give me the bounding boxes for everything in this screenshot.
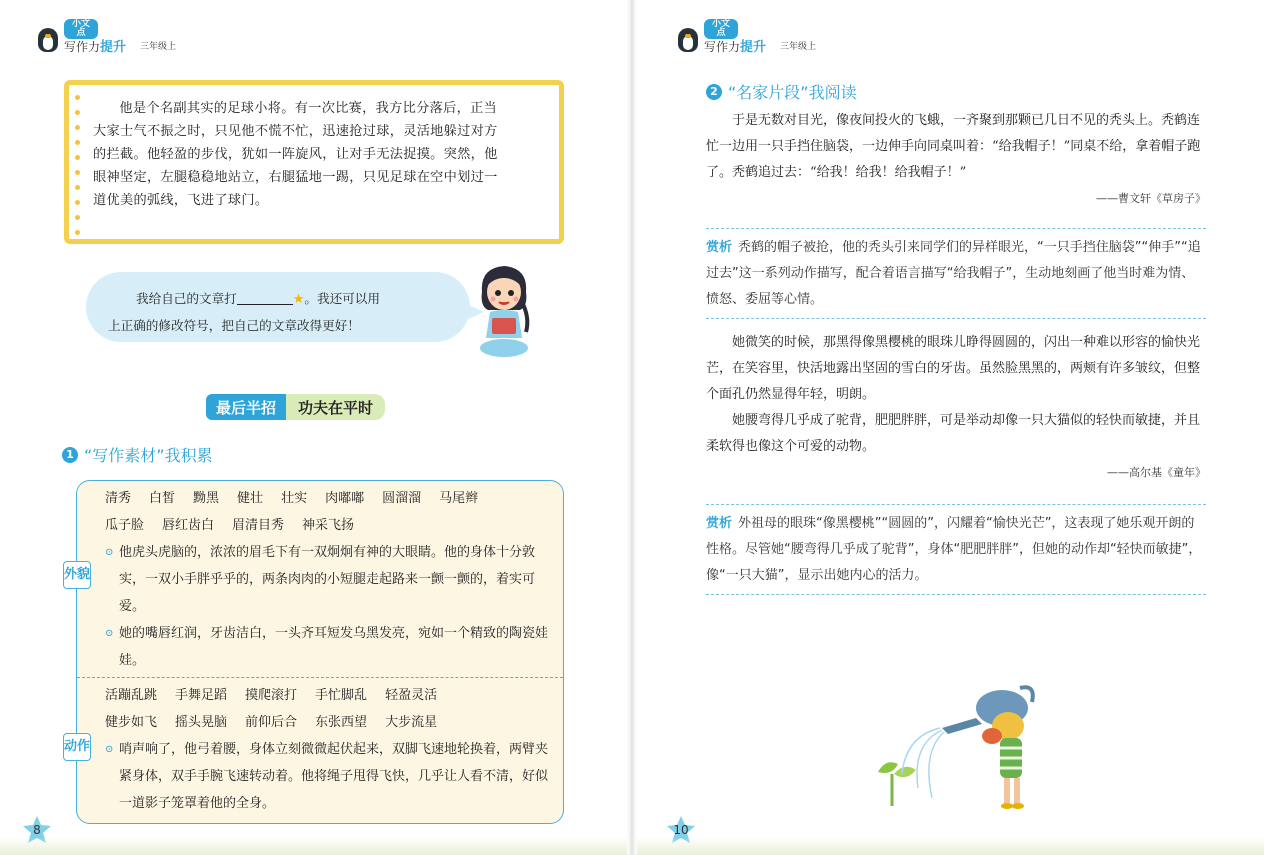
appearance-words-row-2: 瓜子脸 唇红齿白 眉清目秀 神采飞扬	[105, 518, 355, 533]
appearance-example-1: ⊙ 他虎头虎脑的，浓浓的眉毛下有一双炯炯有神的大眼睛。他的身体十分敦实，一双小手胖乎乎的，两条肉肉的小短腿走起路来一颤一颤的，着实可爱。	[105, 539, 549, 620]
page-header	[36, 20, 176, 54]
brand-logo	[704, 19, 766, 54]
passage-2-text-b: 她腰弯得几乎成了驼背，肥肥胖胖，可是举动却像一只大猫似的轻快而敏捷，并且柔软得也像这个可爱的动物。	[706, 413, 1201, 454]
star-icon: ★	[292, 292, 305, 307]
brand-logo	[64, 19, 126, 54]
essay-line: 的拦截。他轻盈的步伐，犹如一阵旋风，让对手无法捉摸。突然，他	[93, 147, 498, 162]
section-divider	[77, 677, 563, 678]
bubble-line-1: 我给自己的文章打 ★。我还可以用	[136, 291, 380, 307]
girl-reading-illustration	[474, 262, 534, 360]
grade-label: 三年级上	[140, 42, 177, 52]
bubble-line-2: 上正确的修改符号，把自己的文章改得更好！	[108, 318, 360, 333]
material-box	[64, 480, 564, 824]
analysis-1	[706, 235, 1206, 313]
book-gutter	[627, 0, 637, 855]
action-words-row-2: 健步如飞 摇头晃脑 前仰后合 东张西望 大步流星	[105, 715, 438, 730]
action-section	[105, 682, 549, 817]
sub-heading-material	[62, 443, 213, 466]
rating-blank	[237, 291, 293, 305]
appearance-section	[105, 485, 549, 674]
section-title-main: 最后半招	[206, 394, 286, 420]
bullet-icon: ⊙	[105, 628, 114, 639]
number-badge: 2	[706, 84, 722, 100]
essay-line: 眼神坚定，左腿稳稳地站立，右腿猛地一踢，只见足球在空中划过一	[93, 170, 498, 185]
dashed-divider	[706, 594, 1206, 595]
watering-child-illustration	[872, 678, 1042, 818]
brand-badge: 小文点	[704, 19, 738, 39]
sub-heading-text: “写作素材”我积累	[84, 446, 213, 465]
bullet-icon: ⊙	[105, 744, 114, 755]
essay-box	[64, 80, 564, 244]
penguin-logo-icon	[36, 24, 60, 54]
brand-badge: 小文点	[64, 19, 98, 39]
analysis-2	[706, 511, 1206, 589]
appearance-words-row-1: 清秀 白皙 黝黑 健壮 壮实 肉嘟嘟 圆溜溜 马尾辫	[105, 491, 479, 506]
analysis-label: 赏析	[706, 240, 733, 255]
appearance-example-2: ⊙ 她的嘴唇红润，牙齿洁白，一头齐耳短发乌黑发亮，宛如一个精致的陶瓷娃娃。	[105, 620, 549, 674]
passage-1-text: 于是无数对目光，像夜间投火的飞蛾，一齐聚到那颗已几日不见的秃头上。秃鹤连忙一边用一只手挡住脑袋，一边伸手向同桌叫着：“给我帽子！”同桌不给，拿着帽子跑了。秃鹤追过去：“给我！给我！给我帽子！”	[706, 113, 1201, 180]
brand-name: 写作力提升	[704, 40, 767, 55]
sub-heading-reading	[706, 80, 857, 103]
tag-action: 动作	[63, 733, 91, 761]
source-2: ——高尔基《童年》	[1107, 466, 1206, 479]
section-title	[206, 394, 385, 420]
binder-dots	[75, 95, 80, 235]
speech-bubble	[86, 272, 470, 342]
right-page	[632, 0, 1264, 855]
dashed-divider	[706, 504, 1206, 505]
essay-line: 道优美的弧线，飞进了球门。	[93, 193, 269, 208]
section-title-sub: 功夫在平时	[286, 394, 385, 420]
analysis-text: 秃鹤的帽子被抢，他的秃头引来同学们的异样眼光，“一只手挡住脑袋”“伸手”“追过去”这一系列动作描写，配合着语言描写“给我帽子”，生动地刻画了他当时难为情、愤怒、委屈等心情。	[706, 240, 1201, 307]
passage-1	[706, 108, 1206, 212]
bottom-decoration	[0, 837, 632, 855]
bottom-decoration	[632, 837, 1264, 855]
sub-heading-text: “名家片段”我阅读	[728, 83, 857, 102]
page-number: 8	[33, 823, 41, 837]
passage-2	[706, 330, 1206, 486]
action-words-row-1: 活蹦乱跳 手舞足蹈 摸爬滚打 手忙脚乱 轻盈灵活	[105, 688, 438, 703]
tag-appearance: 外貌	[63, 561, 91, 589]
action-example-1: ⊙ 哨声响了，他弓着腰，身体立刻微微起伏起来，双脚飞速地轮换着，两臂夹紧身体，双手手腕飞速转动着。他将绳子甩得飞快，几乎让人看不清，好似一道影子笼罩着他的全身。	[105, 736, 549, 817]
penguin-logo-icon	[676, 24, 700, 54]
dashed-divider	[706, 318, 1206, 319]
grade-label: 三年级上	[780, 42, 817, 52]
number-badge: 1	[62, 447, 78, 463]
essay-text	[93, 97, 541, 212]
analysis-text: 外祖母的眼珠“像黑樱桃”“圆圆的”，闪耀着“愉快光芒”，这表现了她乐观开朗的性格。尽管她“腰弯得几乎成了驼背”，身体“肥肥胖胖”，但她的动作却“轻快而敏捷”，像“一只大猫”，显示出她内心的活力。	[706, 516, 1202, 583]
source-1: ——曹文轩《草房子》	[1096, 192, 1206, 205]
page-number: 10	[673, 823, 689, 837]
dashed-divider	[706, 228, 1206, 229]
analysis-label: 赏析	[706, 516, 733, 531]
page-header	[676, 20, 816, 54]
bullet-icon: ⊙	[105, 547, 114, 558]
essay-line: 他是个名副其实的足球小将。有一次比赛，我方比分落后，正当	[119, 101, 498, 116]
essay-line: 大家士气不振之时，只见他不慌不忙，迅速抢过球，灵活地躲过对方	[93, 124, 498, 139]
passage-2-text-a: 她微笑的时候，那黑得像黑樱桃的眼珠儿睁得圆圆的，闪出一种难以形容的愉快光芒，在笑容里，快活地露出坚固的雪白的牙齿。虽然脸黑黑的，两颊有许多皱纹，但整个面孔仍然显得年轻，明朗。	[706, 335, 1201, 402]
brand-name: 写作力提升	[64, 40, 127, 55]
